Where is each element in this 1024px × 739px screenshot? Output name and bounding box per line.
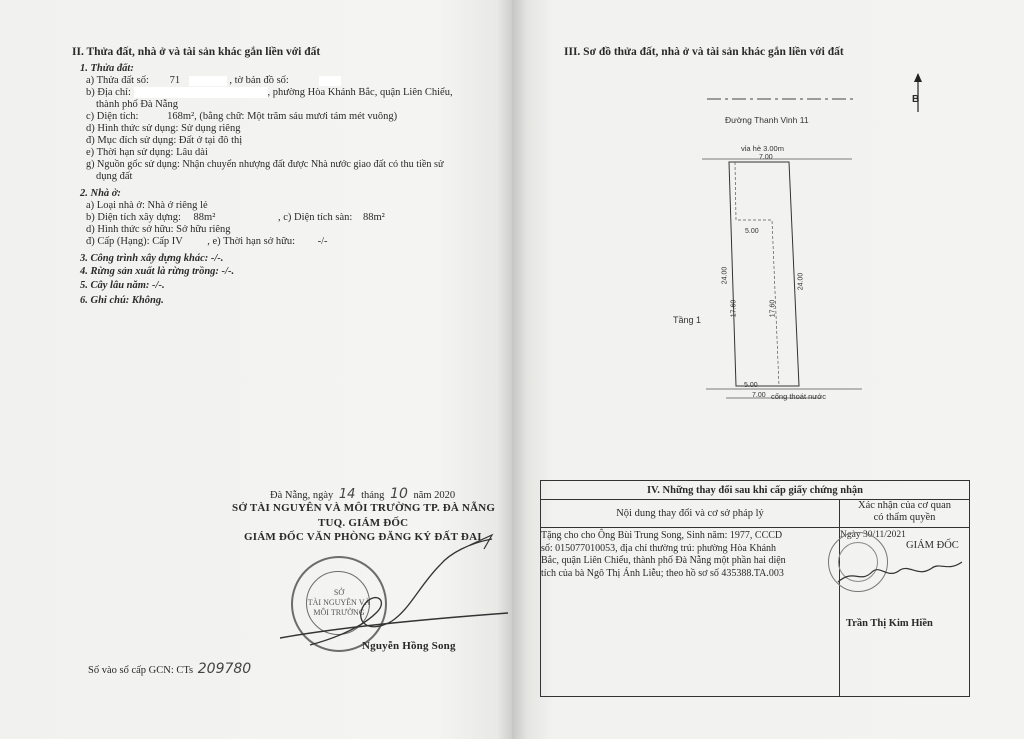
inner-top-width: 5.00 — [745, 228, 759, 235]
floor-area-value: 88m² — [362, 212, 385, 223]
section-iii-title: III. Sơ đồ thửa đất, nhà ở và tài sản khác gắn liền với đất — [564, 46, 844, 58]
change-confirmation — [840, 528, 970, 697]
use-form: d) Hình thức sử dụng: Sử dụng riêng — [86, 123, 241, 134]
north-arrow-icon — [908, 72, 928, 114]
inner-right-length: 17.60 — [769, 299, 777, 318]
north-label: B — [912, 94, 920, 105]
address-line — [86, 87, 453, 99]
map-label: , tờ bản đồ số: — [229, 75, 289, 86]
redaction — [134, 87, 268, 98]
area-line — [86, 111, 397, 123]
bottom-width: 7.00 — [752, 392, 766, 399]
date-year: năm 2020 — [413, 490, 456, 501]
change-entry — [541, 528, 840, 697]
change-entry-line-3: Bắc, quận Liên Chiểu, thành phố Đà Nẵng một phần hai diện — [541, 555, 786, 566]
date-day: 14 — [338, 487, 356, 502]
changes-title: IV. Những thay đổi sau khi cấp giấy chứng nhận — [541, 481, 970, 500]
date-month: 10 — [390, 486, 408, 502]
perennial: 5. Cây lâu năm: -/-. — [80, 280, 165, 291]
register-line — [88, 663, 251, 677]
area-value: 168m², (bằng chữ: Một trăm sáu mươi tám mét vuông) — [167, 111, 398, 122]
right-length: 24.00 — [797, 272, 805, 291]
address-rest: , phường Hòa Khánh Bắc, quận Liên Chiểu, — [267, 87, 453, 98]
change-entry-line-4: tích của bà Ngô Thị Ánh Liễu; theo hồ sơ số 435388.TA.003 — [541, 567, 784, 579]
seal-text-2: TÀI NGUYÊN VÀ — [307, 598, 371, 607]
seal-text-1: SỞ — [333, 588, 345, 597]
date-line — [270, 488, 455, 502]
register-label: Số vào sổ cấp GCN: CTs — [88, 665, 194, 676]
address-label: b) Địa chỉ: — [86, 87, 131, 98]
drain-label: cống thoát nước — [771, 392, 826, 401]
col-confirm-header-1: Xác nhận của cơ quan — [857, 500, 951, 511]
redaction — [319, 76, 341, 86]
parcel-number: 71 — [169, 75, 181, 86]
house-grade: đ) Cấp (Hạng): Cấp IV — [86, 236, 183, 247]
house-ownership: d) Hình thức sở hữu: Sở hữu riêng — [86, 224, 231, 235]
right-page — [512, 0, 1024, 739]
confirm-signer: Trần Thị Kim Hiền — [846, 618, 933, 629]
parcel-label: a) Thửa đất số: — [86, 75, 149, 86]
section-ii-title: II. Thửa đất, nhà ở và tài sản khác gắn liền với đất — [72, 46, 321, 58]
register-number: 209780 — [197, 661, 252, 677]
sidewalk-label: vỉa hè 3.00m — [741, 144, 784, 153]
changes-table — [540, 480, 970, 697]
change-entry-line-2: số: 015077010053, địa chỉ thường trú: phường Hòa Khánh — [541, 542, 777, 554]
house-type: a) Loại nhà ở: Nhà ở riêng lẻ — [86, 200, 208, 211]
area-label: c) Diện tích: — [86, 111, 139, 122]
note: 6. Ghi chú: Không. — [80, 295, 164, 306]
page-fold — [497, 0, 527, 739]
floor-label: Tầng 1 — [673, 315, 702, 325]
redaction — [189, 76, 227, 86]
col-content-header: Nội dung thay đổi và cơ sở pháp lý — [541, 500, 840, 528]
other-works: 3. Công trình xây dựng khác: -/-. — [80, 253, 224, 264]
top-width: 7.00 — [759, 154, 773, 161]
house-grade-line — [86, 236, 328, 248]
confirm-date: Ngày 30/11/2021 — [840, 530, 906, 540]
confirm-signature — [836, 554, 964, 590]
use-purpose: đ) Mục đích sử dụng: Đất ở tại đô thị — [86, 135, 243, 146]
own-term-value: -/- — [317, 236, 328, 247]
floor-area-label: , c) Diện tích sàn: — [278, 212, 353, 223]
change-entry-line-1: Tặng cho cho Ông Bùi Trung Song, Sinh năm: 1977, CCCD — [541, 530, 783, 541]
authority-proxy: TUQ. GIÁM ĐỐC — [318, 517, 409, 529]
date-prefix: Đà Nẵng, ngày — [270, 490, 334, 501]
house-heading: 2. Nhà ở: — [80, 188, 121, 199]
use-origin: g) Nguồn gốc sử dụng: Nhận chuyển nhượng đất được Nhà nước giao đất có thu tiền sử — [86, 159, 444, 170]
built-area-label: b) Diện tích xây dựng: — [86, 212, 181, 223]
use-term: e) Thời hạn sử dụng: Lâu dài — [86, 147, 208, 158]
date-month-label: tháng — [361, 490, 385, 501]
street-boundary — [707, 95, 857, 103]
authority-name: SỞ TÀI NGUYÊN VÀ MÔI TRƯỜNG TP. ĐÀ NẴNG — [232, 502, 496, 514]
director-signature — [270, 525, 510, 675]
signer-name: Nguyễn Hồng Song — [362, 640, 456, 652]
own-term-label: , e) Thời hạn sở hữu: — [207, 236, 296, 247]
col-confirm-header-2: có thẩm quyền — [873, 512, 936, 523]
forest: 4. Rừng sản xuất là rừng trồng: -/-. — [80, 266, 235, 277]
land-heading: 1. Thửa đất: — [80, 63, 134, 74]
col-confirm-header — [840, 500, 970, 528]
street-name: Đường Thanh Vinh 11 — [725, 115, 809, 125]
house-area-line — [86, 212, 385, 224]
authority-office: GIÁM ĐỐC VĂN PHÒNG ĐĂNG KÝ ĐẤT ĐAI — [244, 531, 482, 543]
seal-text-3: MÔI TRƯỜNG — [313, 608, 365, 617]
inner-left-length: 17.60 — [730, 299, 738, 318]
inner-bottom-width: 5.00 — [744, 382, 758, 389]
built-area-value: 88m² — [193, 212, 216, 223]
confirm-title: GIÁM ĐỐC — [906, 540, 959, 551]
left-length: 24.00 — [721, 266, 729, 285]
parcel-line — [86, 75, 341, 87]
address-city: thành phố Đà Nẵng — [96, 99, 178, 110]
use-origin-cont: dụng đất — [96, 171, 133, 182]
